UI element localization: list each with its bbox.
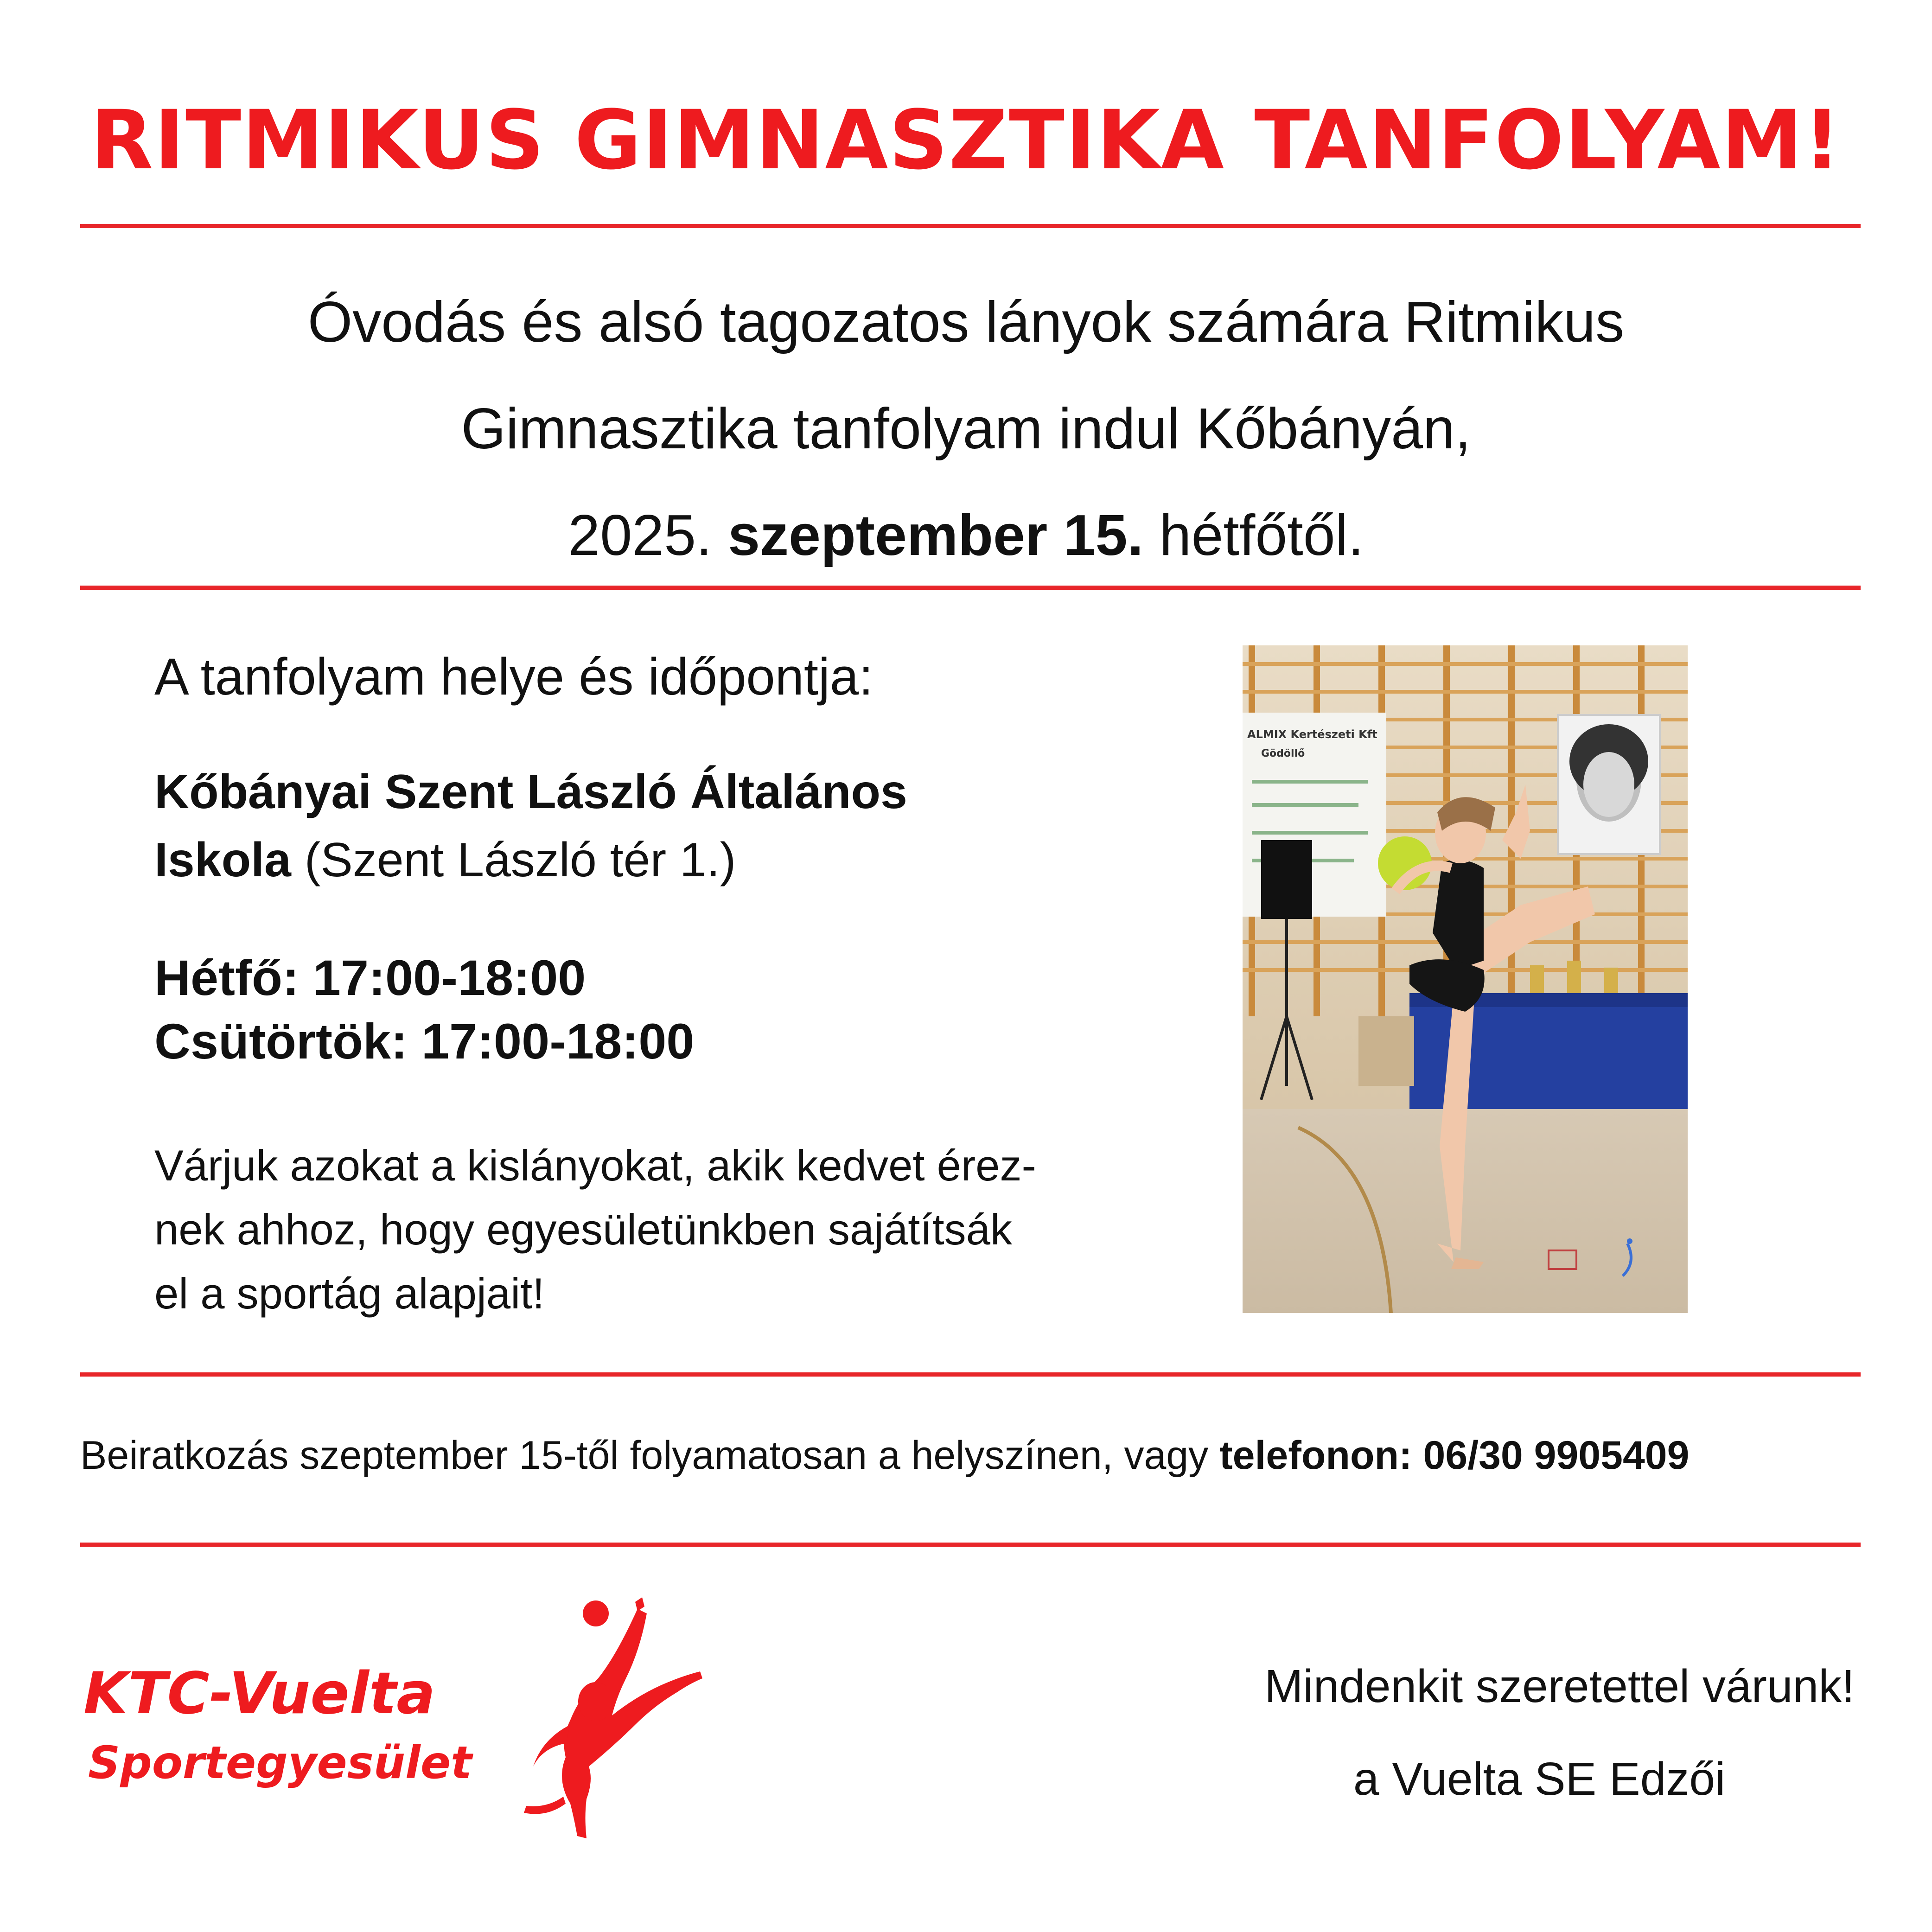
divider-4 — [80, 1543, 1861, 1547]
club-logo — [79, 1586, 728, 1845]
intro-weekday: hétfőtől. — [1143, 504, 1364, 567]
gymnast-photo — [1243, 645, 1688, 1313]
schedule — [154, 946, 694, 1073]
divider-2 — [80, 586, 1861, 590]
divider-1 — [80, 224, 1861, 228]
gymnast-logo-icon — [524, 1597, 702, 1838]
intro-line-3 — [93, 482, 1839, 589]
photo-banner-subtext: Gödöllő — [1261, 748, 1305, 759]
location-heading: A tanfolyam helye és időpontja: — [154, 648, 874, 706]
welcome-text: Mindenkit szeretettel várunk! — [1264, 1660, 1855, 1712]
enrollment-text: Beiratkozás szeptember 15-től folyamatosan a helyszínen, vagy — [80, 1433, 1220, 1478]
note-line-3: el a sportág alapjait! — [154, 1269, 545, 1318]
schedule-monday: Hétfő: 17:00-18:00 — [154, 950, 586, 1006]
note-line-2: nek ahhoz, hogy egyesületünkben sajátítsák — [154, 1205, 1012, 1254]
intro-line-1: Óvodás és alsó tagozatos lányok számára Ritmikus — [307, 290, 1625, 354]
phone-number: telefonon: 06/30 9905409 — [1219, 1433, 1690, 1478]
intro-year: 2025. — [568, 504, 728, 567]
school-address — [154, 758, 1128, 894]
schedule-thursday: Csütörtök: 17:00-18:00 — [154, 1013, 695, 1069]
divider-3 — [80, 1372, 1861, 1377]
logo-line-1: KTC-Vuelta — [83, 1660, 435, 1727]
page-title: RITMIKUS GIMNASZTIKA TANFOLYAM! — [90, 93, 1842, 188]
logo-line-2: Sportegyesület — [88, 1737, 472, 1789]
invitation-note — [154, 1134, 1174, 1326]
note-line-1: Várjuk azokat a kislányokat, akik kedvet érez- — [154, 1141, 1036, 1190]
school-name-line-1: Kőbányai Szent László Általános — [154, 765, 907, 819]
address: (Szent László tér 1.) — [291, 833, 736, 887]
intro-text — [93, 269, 1839, 589]
signature-text: a Vuelta SE Edzői — [1353, 1753, 1726, 1805]
intro-line-2: Gimnasztika tanfolyam indul Kőbányán, — [461, 397, 1471, 461]
photo-banner-text: ALMIX Kertészeti Kft — [1247, 728, 1377, 741]
intro-start-date: szeptember 15. — [728, 504, 1144, 567]
enrollment-info — [80, 1433, 1861, 1479]
school-name-line-2: Iskola (Szent László tér 1.) — [154, 833, 736, 887]
